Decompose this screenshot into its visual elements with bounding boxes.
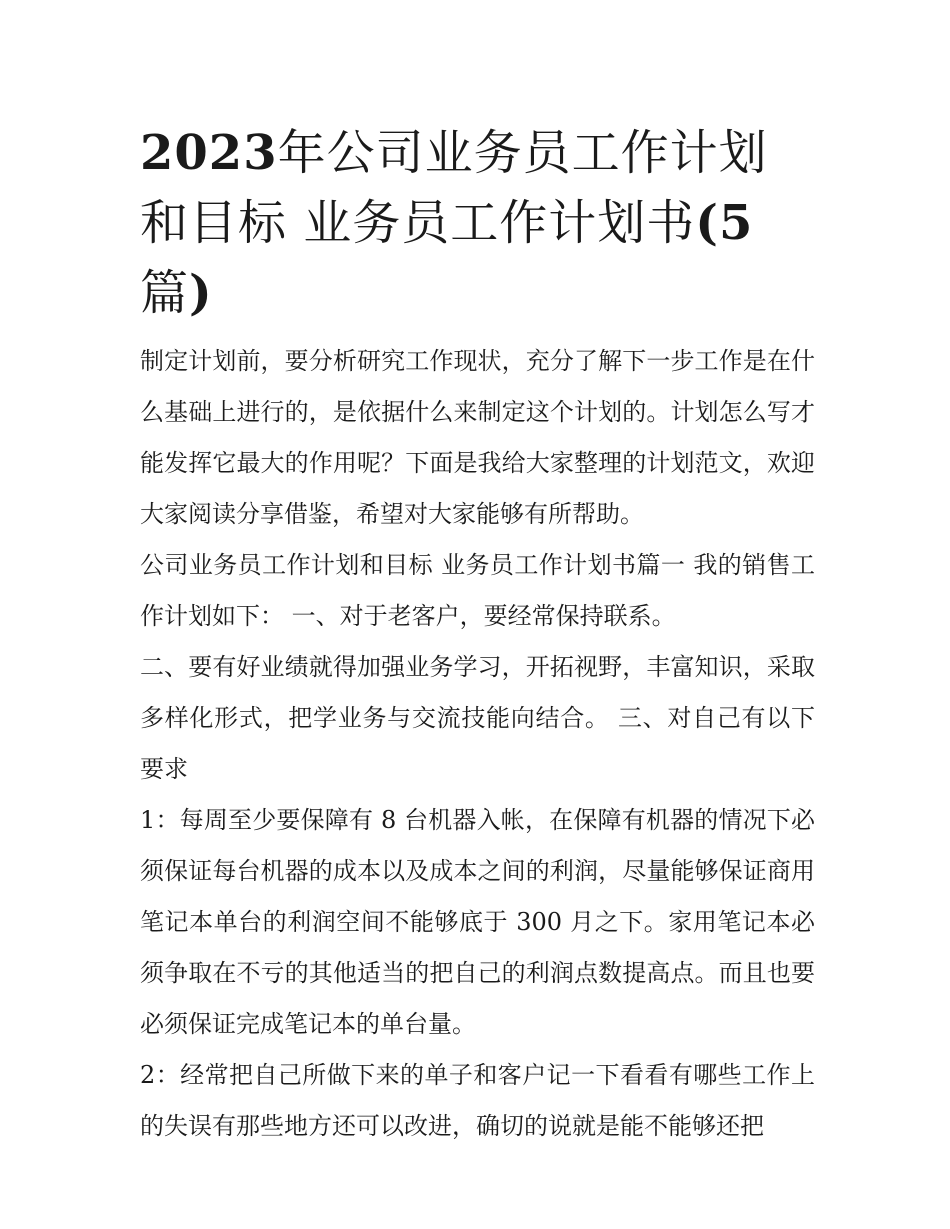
requirement-paragraph-1: 1：每周至少要保障有 8 台机器入帐，在保障有机器的情况下必须保证每台机器的成本以及成本之间的利润，尽量能够保证商用笔记本单台的利润空间不能够底于 300 月之下。家用笔记本必须争取在不亏的其他适当的把自己的利润点数提高点。而且也要必须保证完成笔记本的单台量。 xyxy=(140,806,815,1038)
requirement-paragraph-2: 2：经常把自己所做下来的单子和客户记一下看看有哪些工作上的失误有那些地方还可以改进，确切的说就是能不能够还把 xyxy=(140,1061,815,1140)
title-close: ) xyxy=(189,265,213,321)
title-unit: 篇 xyxy=(140,265,190,321)
intro-paragraph: 制定计划前，要分析研究工作现状，充分了解下一步工作是在什么基础上进行的，是依据什么来制定这个计划的。计划怎么写才能发挥它最大的作用呢？下面是我给大家整理的计划范文，欢迎大家阅读分享借鉴，希望对大家能够有所帮助。 xyxy=(140,347,815,528)
section-paragraph-2: 二、要有好业绩就得加强业务学习，开拓视野，丰富知识，采取多样化形式，把学业务与交流技能向结合。 三、对自己有以下要求 xyxy=(140,653,815,783)
title-text: 年公司业务员工作计划和目标 业务员工作计划书 xyxy=(140,125,768,251)
title-year: 2023 xyxy=(140,125,278,181)
document-title xyxy=(140,118,815,328)
section-paragraph-1: 公司业务员工作计划和目标 业务员工作计划书篇一 我的销售工作计划如下： 一、对于老客户，要经常保持联系。 xyxy=(140,551,815,630)
document-body xyxy=(140,118,815,1152)
title-count: (5 xyxy=(695,195,754,251)
